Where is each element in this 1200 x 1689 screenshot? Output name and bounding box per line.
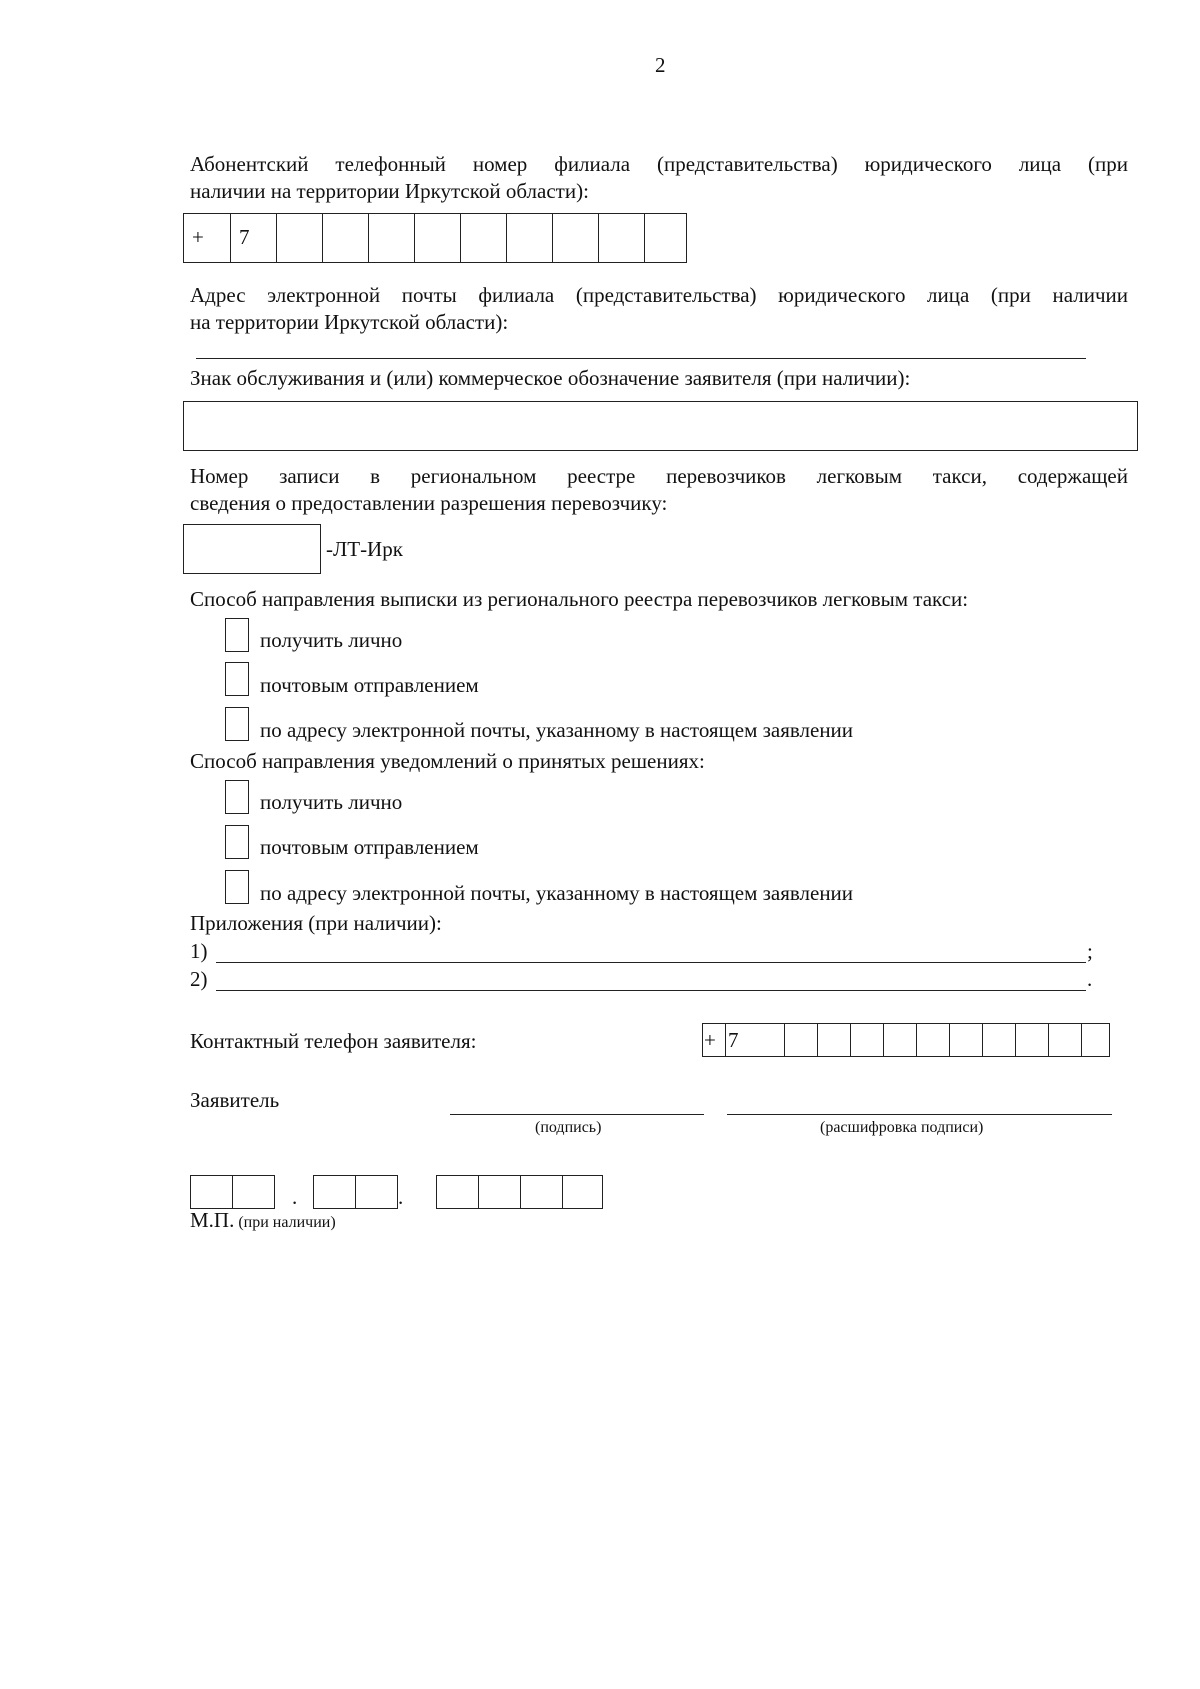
attachment-2-input[interactable] [216, 962, 1086, 991]
date-year-cell [478, 1176, 520, 1208]
notice-option-email-checkbox[interactable] [225, 870, 249, 904]
date-separator-1: . [292, 1185, 298, 1209]
date-month-field[interactable] [313, 1175, 398, 1209]
signature-decoding-line[interactable] [727, 1114, 1112, 1115]
contact-phone-digit[interactable] [1048, 1024, 1081, 1056]
applicant-label: Заявитель [190, 1088, 280, 1112]
contact-phone-digit[interactable] [949, 1024, 982, 1056]
notice-option-mail-label: почтовым отправлением [260, 835, 479, 859]
branch-phone-digit[interactable] [506, 214, 552, 262]
registry-number-label-line1: Номер записи в региональном реестре перевозчиков легковым такси, содержащей [190, 464, 1128, 488]
branch-phone-digit[interactable] [414, 214, 460, 262]
service-mark-input[interactable] [183, 401, 1138, 451]
registry-number-label-line2: сведения о предоставлении разрешения перевозчику: [190, 491, 668, 515]
stamp-block [190, 1208, 336, 1233]
contact-phone-digit[interactable] [916, 1024, 949, 1056]
date-year-field[interactable] [436, 1175, 603, 1209]
branch-phone-digit[interactable] [644, 214, 686, 262]
notice-option-email-label: по адресу электронной почты, указанному в настоящем заявлении [260, 881, 854, 905]
contact-phone-digit[interactable] [817, 1024, 850, 1056]
branch-phone-digit[interactable] [276, 214, 322, 262]
contact-phone-digit[interactable] [784, 1024, 817, 1056]
contact-phone-plus: + [704, 1028, 716, 1052]
stamp-label: М.П. [190, 1208, 235, 1232]
contact-phone-digit[interactable] [1081, 1024, 1109, 1056]
extract-delivery-label: Способ направления выписки из регионального реестра перевозчиков легковым такси: [190, 587, 969, 611]
extract-option-personal-checkbox[interactable] [225, 618, 249, 652]
page-number: 2 [655, 53, 666, 77]
contact-phone-field[interactable] [702, 1023, 1110, 1057]
branch-email-label-line1: Адрес электронной почты филиала (представительства) юридического лица (при наличии [190, 283, 1128, 307]
registry-number-input[interactable] [183, 524, 321, 574]
attachment-2-end: . [1087, 967, 1093, 991]
extract-option-mail-checkbox[interactable] [225, 662, 249, 696]
notice-option-personal-checkbox[interactable] [225, 780, 249, 814]
attachment-1-input[interactable] [216, 934, 1086, 963]
extract-option-email-label: по адресу электронной почты, указанному в настоящем заявлении [260, 718, 854, 742]
date-day-field[interactable] [190, 1175, 275, 1209]
contact-phone-label: Контактный телефон заявителя: [190, 1029, 477, 1053]
branch-phone-field[interactable] [183, 213, 687, 263]
branch-phone-prefix-cell [230, 214, 276, 262]
branch-phone-digit[interactable] [322, 214, 368, 262]
notice-delivery-label: Способ направления уведомлений о принятых решениях: [190, 749, 705, 773]
contact-phone-digit[interactable] [982, 1024, 1015, 1056]
contact-phone-prefix-cell [725, 1024, 758, 1056]
date-year-cell [520, 1176, 562, 1208]
attachment-1-number: 1) [190, 939, 208, 963]
extract-option-mail-label: почтовым отправлением [260, 673, 479, 697]
stamp-note: (при наличии) [238, 1214, 336, 1231]
extract-option-personal-label: получить лично [260, 628, 403, 652]
extract-option-email-checkbox[interactable] [225, 707, 249, 741]
attachments-label: Приложения (при наличии): [190, 911, 442, 935]
signature-decoding-caption: (расшифровка подписи) [820, 1119, 984, 1136]
service-mark-label: Знак обслуживания и (или) коммерческое обозначение заявителя (при наличии): [190, 366, 911, 390]
registry-number-suffix: -ЛТ-Ирк [326, 537, 403, 561]
contact-phone-prefix-7: 7 [728, 1028, 739, 1052]
branch-email-label-line2: на территории Иркутской области): [190, 310, 509, 334]
contact-phone-digit[interactable] [850, 1024, 883, 1056]
branch-phone-digit[interactable] [598, 214, 644, 262]
branch-phone-digit[interactable] [460, 214, 506, 262]
branch-phone-digit[interactable] [552, 214, 598, 262]
attachment-2-number: 2) [190, 967, 208, 991]
branch-phone-label-line1: Абонентский телефонный номер филиала (представительства) юридического лица (при [190, 152, 1128, 176]
contact-phone-digit[interactable] [1015, 1024, 1048, 1056]
branch-email-input[interactable] [196, 330, 1086, 359]
branch-phone-plus: + [192, 225, 204, 249]
signature-caption: (подпись) [535, 1119, 602, 1136]
notice-option-personal-label: получить лично [260, 790, 403, 814]
date-separator-2: . [398, 1185, 404, 1209]
date-month-cell [355, 1176, 397, 1208]
branch-phone-prefix-7: 7 [239, 225, 250, 249]
branch-phone-label-line2: наличии на территории Иркутской области): [190, 179, 589, 203]
attachment-1-end: ; [1087, 939, 1093, 963]
contact-phone-digit[interactable] [883, 1024, 916, 1056]
date-year-cell [562, 1176, 602, 1208]
date-day-cell [232, 1176, 274, 1208]
signature-line[interactable] [450, 1114, 704, 1115]
branch-phone-digit[interactable] [368, 214, 414, 262]
notice-option-mail-checkbox[interactable] [225, 825, 249, 859]
